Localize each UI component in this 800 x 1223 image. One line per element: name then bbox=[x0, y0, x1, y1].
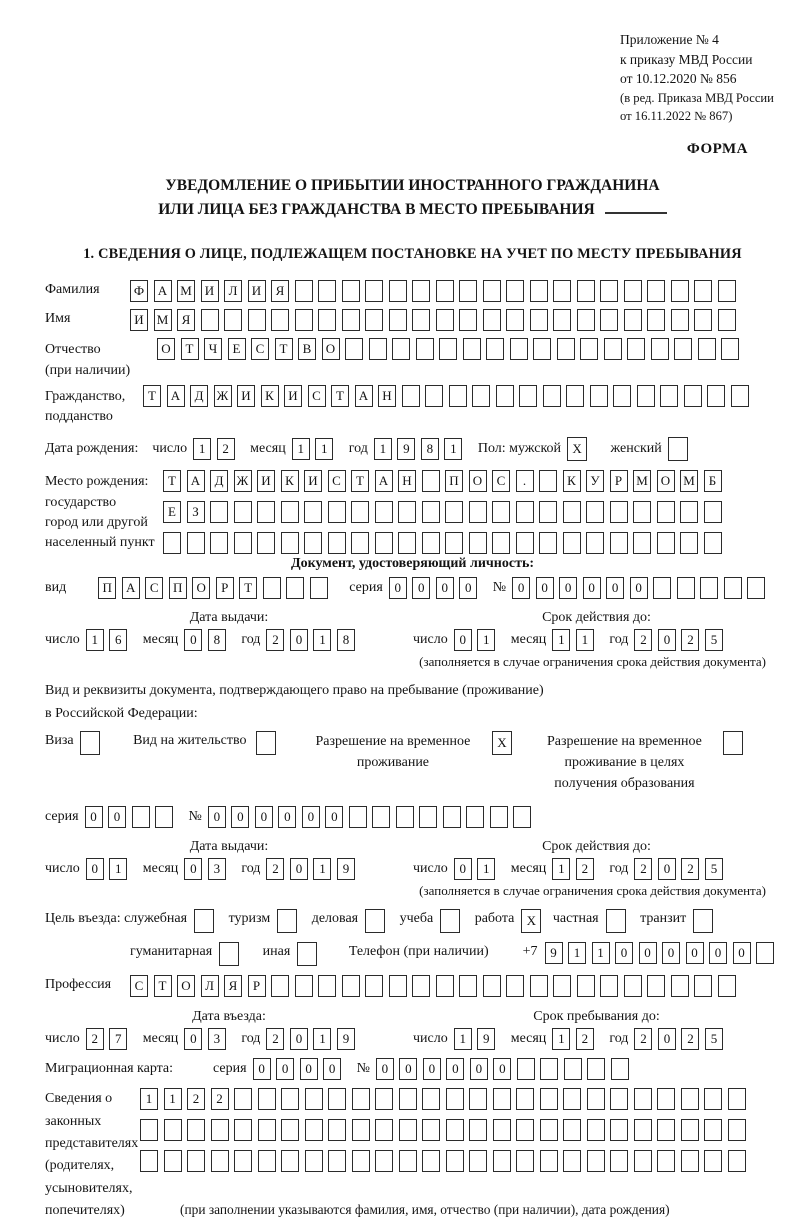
representatives-row-2[interactable] bbox=[140, 1119, 751, 1141]
doc-valid-header: Срок действия до: bbox=[542, 610, 651, 626]
representatives-footnote: (при заполнении указываются фамилия, имя, отчество (при наличии), дата рождения) bbox=[180, 1202, 670, 1218]
res-valid-year-label: год bbox=[609, 861, 629, 877]
entry-month[interactable]: 0 3 bbox=[184, 1028, 231, 1050]
residence-doc-intro: Вид и реквизиты документа, подтверждающего право на пребывание (проживание) в Российской Федерации: bbox=[45, 683, 544, 721]
stay-year[interactable]: 2 0 2 5 bbox=[634, 1028, 728, 1050]
purpose-tourism-checkbox[interactable] bbox=[277, 909, 303, 933]
entry-year-label: год bbox=[241, 1031, 261, 1047]
doc-issue-month[interactable]: 0 8 bbox=[184, 629, 231, 651]
surname-cells[interactable]: Ф А М И Л И Я bbox=[130, 280, 741, 302]
doc-number-cells[interactable]: 0 0 0 0 0 0 bbox=[512, 577, 771, 599]
birth-place-rows bbox=[163, 470, 727, 554]
residence-permit-label: Вид на жительство bbox=[133, 733, 247, 749]
annex-line-4: (в ред. Приказа МВД России bbox=[620, 90, 774, 105]
purpose-humanitarian-checkbox[interactable] bbox=[219, 942, 245, 966]
doc-valid-year-label: год bbox=[609, 632, 629, 648]
res-valid-month-label: месяц bbox=[510, 861, 547, 877]
temp-residence-edu-label: Разрешение на временное проживание в целях получения образования bbox=[546, 734, 702, 792]
doc-kind-cells[interactable]: П А С П О Р Т bbox=[98, 577, 333, 599]
purpose-work-label: работа bbox=[474, 911, 515, 927]
birth-year-label: год bbox=[348, 441, 368, 457]
stay-month[interactable]: 1 2 bbox=[552, 1028, 599, 1050]
birth-place-row-1[interactable]: Т А Д Ж И К И С Т А Н П О С . К У Р М О М Б bbox=[163, 470, 727, 492]
doc-valid-year[interactable]: 2 0 2 5 bbox=[634, 629, 728, 651]
residence-permit-checkbox[interactable] bbox=[256, 731, 282, 755]
stay-until-header: Срок пребывания до: bbox=[533, 1009, 660, 1025]
visa-label: Виза bbox=[45, 733, 74, 749]
citizenship-label: Гражданство, подданство bbox=[45, 388, 126, 425]
purpose-official-checkbox[interactable] bbox=[194, 909, 220, 933]
res-number-cells[interactable]: 0 0 0 0 0 0 bbox=[208, 806, 537, 828]
purpose-transit-label: транзит bbox=[640, 911, 687, 927]
patronymic-cells[interactable]: О Т Ч Е С Т В О bbox=[157, 338, 745, 360]
res-issue-month-label: месяц bbox=[142, 861, 179, 877]
birth-day-cells[interactable]: 1 2 bbox=[193, 438, 240, 460]
birth-month-label: месяц bbox=[250, 441, 286, 457]
res-validity-note: (заполняется в случае ограничения срока действия документа) bbox=[419, 883, 766, 899]
title-blank-underline bbox=[605, 199, 667, 214]
res-issue-year[interactable]: 2 0 1 9 bbox=[266, 858, 360, 880]
purpose-official-label: Цель въезда: служебная bbox=[45, 911, 188, 927]
profession-cells[interactable]: С Т О Л Я Р bbox=[130, 975, 741, 997]
purpose-tourism-label: туризм bbox=[228, 911, 271, 927]
res-issue-month[interactable]: 0 3 bbox=[184, 858, 231, 880]
purpose-other-label: иная bbox=[262, 944, 291, 960]
visa-checkbox[interactable] bbox=[80, 731, 106, 755]
migration-number-label: № bbox=[356, 1061, 370, 1077]
stay-day[interactable]: 1 9 bbox=[454, 1028, 501, 1050]
res-series-cells[interactable]: 0 0 bbox=[85, 806, 179, 828]
doc-issue-month-label: месяц bbox=[142, 632, 179, 648]
stay-year-label: год bbox=[609, 1031, 629, 1047]
migration-number-cells[interactable]: 0 0 0 0 0 0 bbox=[376, 1058, 635, 1080]
birth-month-cells[interactable]: 1 1 bbox=[292, 438, 339, 460]
stay-month-label: месяц bbox=[510, 1031, 547, 1047]
purpose-study-checkbox[interactable] bbox=[440, 909, 466, 933]
doc-series-cells[interactable]: 0 0 0 0 bbox=[389, 577, 483, 599]
doc-issue-header: Дата выдачи: bbox=[189, 610, 269, 626]
annex-line-3: от 10.12.2020 № 856 bbox=[620, 71, 737, 87]
doc-valid-day-label: число bbox=[413, 632, 448, 648]
sex-male-checkbox[interactable]: X bbox=[567, 437, 593, 461]
doc-valid-day[interactable]: 0 1 bbox=[454, 629, 501, 651]
res-valid-day-label: число bbox=[413, 861, 448, 877]
purpose-work-checkbox[interactable]: X bbox=[521, 909, 547, 933]
doc-issue-year-label: год bbox=[241, 632, 261, 648]
entry-date-header: Дата въезда: bbox=[192, 1009, 266, 1025]
purpose-humanitarian-label: гуманитарная bbox=[130, 944, 213, 960]
res-valid-header: Срок действия до: bbox=[542, 839, 651, 855]
patronymic-label: Отчество (при наличии) bbox=[45, 342, 131, 378]
purpose-other-checkbox[interactable] bbox=[297, 942, 323, 966]
migration-card-label: Миграционная карта: bbox=[45, 1061, 174, 1077]
migration-series-label: серия bbox=[213, 1061, 247, 1077]
birth-day-label: число bbox=[152, 441, 188, 457]
res-valid-day[interactable]: 0 1 bbox=[454, 858, 501, 880]
purpose-business-label: деловая bbox=[311, 911, 359, 927]
stay-day-label: число bbox=[413, 1031, 448, 1047]
res-issue-day[interactable]: 0 1 bbox=[86, 858, 133, 880]
representatives-row-1[interactable]: 1 1 2 2 bbox=[140, 1088, 751, 1110]
identity-doc-heading: Документ, удостоверяющий личность: bbox=[290, 556, 535, 572]
sex-female-label: женский bbox=[610, 441, 662, 457]
representatives-row-3[interactable] bbox=[140, 1150, 751, 1172]
doc-valid-month-label: месяц bbox=[510, 632, 547, 648]
doc-issue-day-label: число bbox=[45, 632, 80, 648]
doc-issue-day[interactable]: 1 6 bbox=[86, 629, 133, 651]
purpose-private-label: частная bbox=[552, 911, 599, 927]
purpose-business-checkbox[interactable] bbox=[365, 909, 391, 933]
doc-valid-month[interactable]: 1 1 bbox=[552, 629, 599, 651]
birth-place-row-2[interactable]: Е З bbox=[163, 501, 727, 523]
res-series-label: серия bbox=[45, 809, 79, 825]
annex-header bbox=[620, 30, 780, 125]
section1-heading: 1. СВЕДЕНИЯ О ЛИЦЕ, ПОДЛЕЖАЩЕМ ПОСТАНОВКЕ НА УЧЕТ ПО МЕСТУ ПРЕБЫВАНИЯ bbox=[83, 246, 742, 263]
form-title-line-1: УВЕДОМЛЕНИЕ О ПРИБЫТИИ ИНОСТРАННОГО ГРАЖДАНИНА bbox=[165, 177, 660, 195]
given-name-cells[interactable]: И М Я bbox=[130, 309, 741, 331]
annex-line-2: к приказу МВД России bbox=[620, 51, 753, 67]
birth-place-label: Место рождения: государство город или другой населенный пункт bbox=[45, 474, 155, 551]
entry-day[interactable]: 2 7 bbox=[86, 1028, 133, 1050]
doc-issue-year[interactable]: 2 0 1 8 bbox=[266, 629, 360, 651]
res-issue-header: Дата выдачи: bbox=[189, 839, 269, 855]
doc-series-label: серия bbox=[349, 580, 383, 596]
birth-place-row-3[interactable] bbox=[163, 532, 727, 554]
res-issue-year-label: год bbox=[241, 861, 261, 877]
phone-label: Телефон (при наличии) bbox=[348, 944, 489, 960]
phone-prefix: +7 bbox=[522, 944, 538, 960]
given-name-label: Имя bbox=[45, 311, 71, 327]
sex-female-checkbox[interactable] bbox=[668, 437, 694, 461]
migration-series-cells[interactable]: 0 0 0 0 bbox=[253, 1058, 347, 1080]
citizenship-cells[interactable]: Т А Д Ж И К И С Т А Н bbox=[143, 385, 754, 407]
forma-label: ФОРМА bbox=[686, 141, 748, 158]
temp-residence-label: Разрешение на временное проживание bbox=[315, 734, 471, 771]
sex-male-label: Пол: мужской bbox=[477, 441, 562, 457]
annex-line-5: от 16.11.2022 № 867) bbox=[620, 108, 733, 123]
annex-line-1: Приложение № 4 bbox=[620, 32, 719, 47]
birth-year-cells[interactable]: 1 9 8 1 bbox=[374, 438, 468, 460]
temp-residence-checkbox[interactable]: X bbox=[492, 731, 518, 755]
surname-label: Фамилия bbox=[45, 282, 100, 298]
doc-validity-note: (заполняется в случае ограничения срока действия документа) bbox=[419, 654, 766, 670]
entry-year[interactable]: 2 0 1 9 bbox=[266, 1028, 360, 1050]
res-valid-month[interactable]: 1 2 bbox=[552, 858, 599, 880]
entry-month-label: месяц bbox=[142, 1031, 179, 1047]
res-valid-year[interactable]: 2 0 2 5 bbox=[634, 858, 728, 880]
profession-label: Профессия bbox=[45, 977, 112, 993]
res-number-label: № bbox=[188, 809, 202, 825]
res-issue-day-label: число bbox=[45, 861, 80, 877]
doc-number-label: № bbox=[492, 580, 507, 596]
birth-date-label: Дата рождения: bbox=[45, 441, 139, 457]
form-title-line-2: ИЛИ ЛИЦА БЕЗ ГРАЖДАНСТВА В МЕСТО ПРЕБЫВАНИЯ bbox=[45, 198, 780, 222]
purpose-study-label: учеба bbox=[399, 911, 434, 927]
doc-kind-label: вид bbox=[45, 580, 67, 596]
phone-cells[interactable]: 9 1 1 0 0 0 0 0 0 bbox=[545, 942, 780, 964]
representatives-rows bbox=[140, 1088, 751, 1222]
temp-residence-edu-checkbox[interactable] bbox=[723, 731, 749, 755]
representatives-label: Сведения о законных представителях (родителях, усыновителях, попечителях) bbox=[45, 1091, 139, 1219]
form-title bbox=[45, 174, 780, 222]
purpose-private-checkbox[interactable] bbox=[606, 909, 632, 933]
entry-day-label: число bbox=[45, 1031, 80, 1047]
purpose-transit-checkbox[interactable] bbox=[693, 909, 719, 933]
